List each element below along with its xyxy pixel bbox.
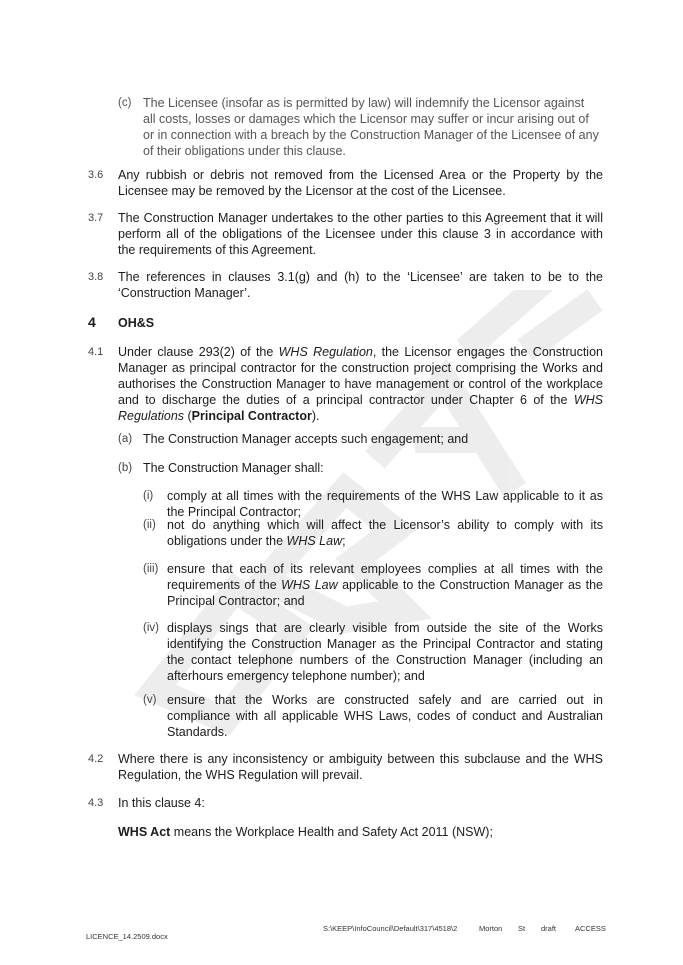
item-i-label: (i)	[143, 490, 154, 502]
item-a-text: The Construction Manager accepts such engagement; and	[143, 432, 469, 446]
definition-text: means the Workplace Health and Safety Act 2011 (NSW);	[170, 825, 493, 839]
item-iii-text	[167, 561, 603, 609]
text-line: The Licensee (insofar as is permitted by law) will indemnify the Licensor against	[143, 96, 585, 110]
definition-term: WHS Act	[118, 825, 171, 839]
text-line: ‘Construction Manager’.	[118, 286, 251, 300]
text-line: Manager as principal contractor for the construction project comprising the Works and	[118, 361, 603, 375]
section-4-title: OH&S	[118, 316, 155, 330]
clause-4-1-number: 4.1	[88, 346, 104, 358]
text-line: and to discharge the duties of a principal contractor under Chapter 6 of the WHS	[118, 393, 603, 407]
text-line: Under clause 293(2) of the WHS Regulation, the Licensor engages the Construction	[118, 345, 603, 359]
text-line: Regulation, the WHS Regulation will prevail.	[118, 768, 363, 782]
text-line: identifying the Construction Manager as the Principal Contractor and stating	[167, 637, 603, 651]
text-line: the Principal Contractor;	[167, 505, 302, 519]
text-line: not do anything which will affect the Licensor’s ability to comply with its	[167, 518, 603, 532]
item-a-label: (a)	[118, 433, 133, 445]
item-iii-label: (iii)	[143, 563, 159, 575]
item-i-text	[167, 488, 603, 520]
footer-word-1: Morton	[479, 924, 503, 933]
item-b-label: (b)	[118, 462, 133, 474]
section-4-number: 4	[88, 314, 96, 330]
clause-3-8-number: 3.8	[88, 271, 104, 283]
clause-4-3-number: 4.3	[88, 797, 104, 809]
text-line: Principal Contractor; and	[167, 594, 305, 608]
text-line: Standards.	[167, 725, 228, 739]
item-ii-text	[167, 517, 603, 549]
text-line: requirements of the WHS Law applicable to the Construction Manager as the	[167, 578, 603, 592]
item-c-label: (c)	[118, 97, 132, 109]
clause-3-6-number: 3.6	[88, 169, 104, 181]
item-v-text	[167, 692, 603, 740]
text-line: the contact telephone numbers of the Construction Manager (including an	[167, 653, 603, 667]
footer-word-3: draft	[541, 924, 557, 933]
clause-4-2-number: 4.2	[88, 753, 104, 765]
footer-word-2: St	[518, 924, 526, 933]
text-line: comply at all times with the requirements of the WHS Law applicable to it as	[167, 489, 603, 503]
clause-4-2-text	[118, 751, 603, 783]
text-line: The references in clauses 3.1(g) and (h) to the ‘Licensee’ are taken to be to the	[118, 270, 603, 284]
item-iv-label: (iv)	[143, 622, 159, 634]
text-line: perform all of the obligations of the Licensee under this clause 3 in accordance with	[118, 227, 603, 241]
text-line: Licensee may be removed by the Licensor at the cost of the Licensee.	[118, 184, 506, 198]
text-line: ensure that each of its relevant employees complies at all times with the	[167, 562, 603, 576]
text-line: of their obligations under this clause.	[143, 144, 346, 158]
item-c-text	[143, 95, 603, 159]
text-line: afterhours emergency telephone number); and	[167, 669, 425, 683]
text-line: ensure that the Works are constructed safely and are carried out in	[167, 693, 603, 707]
item-b-text: The Construction Manager shall:	[143, 461, 324, 475]
item-ii-label: (ii)	[143, 519, 156, 531]
text-line: all costs, losses or damages which the Licensor may suffer or incur arising out of	[143, 112, 589, 126]
definition-whs-act	[118, 824, 603, 840]
footer-word-4: ACCESS	[575, 924, 606, 933]
text-line: Any rubbish or debris not removed from the Licensed Area or the Property by the	[118, 168, 603, 182]
clause-4-1-text	[118, 344, 603, 424]
text-line: Regulations (Principal Contractor).	[118, 409, 320, 423]
clause-3-8-text	[118, 269, 603, 301]
clause-3-6-text	[118, 167, 603, 199]
text-line: Where there is any inconsistency or ambiguity between this subclause and the WHS	[118, 752, 603, 766]
footer-filename: LICENCE_14.2509.docx	[86, 932, 168, 941]
text-line: authorises the Construction Manager to have management or control of the workplace	[118, 377, 603, 391]
item-iv-text	[167, 620, 603, 684]
clause-3-7-number: 3.7	[88, 212, 104, 224]
text-line: The Construction Manager undertakes to the other parties to this Agreement that it will	[118, 211, 603, 225]
text-line: or in connection with a breach by the Construction Manager of the Licensee of any	[143, 128, 599, 142]
text-line: displays sings that are clearly visible from outside the site of the Works	[167, 621, 603, 635]
clause-4-3-text: In this clause 4:	[118, 796, 205, 810]
item-v-label: (v)	[143, 694, 157, 706]
clause-3-7-text	[118, 210, 603, 258]
footer-path: S:\KEEP\InfoCouncil\Default\317\4518\2	[323, 924, 458, 933]
text-line: obligations under the WHS Law;	[167, 534, 346, 548]
text-line: compliance with all applicable WHS Laws, codes of conduct and Australian	[167, 709, 603, 723]
text-line: the requirements of this Agreement.	[118, 243, 317, 257]
